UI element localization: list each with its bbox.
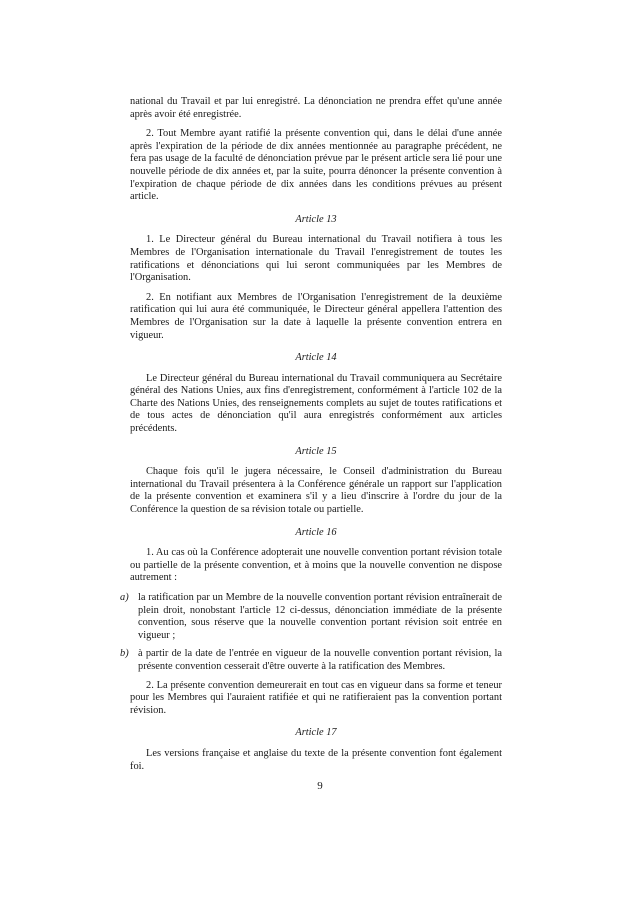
article-heading: Article 14 bbox=[295, 352, 337, 364]
paragraph: 2. La présente convention demeurerait en tout cas en vigueur dans sa forme et teneur pour les Membres qui l'auraient ratifiée et qui ne ratifieraient pas la convention portant révision. bbox=[130, 679, 502, 716]
paragraph: Le Directeur général du Bureau international du Travail communiquera au Secrétaire général des Nations Unies, aux fins d'enregistrement, conformément à l'article 102 de la Charte des Nations Unies, des renseignements complets au sujet de toutes ratifications et de tous actes de dénonciation qu'il aura enregistrés conformément aux articles précédents. bbox=[130, 372, 502, 435]
paragraph: 1. Au cas où la Conférence adopterait une nouvelle convention portant révision totale ou partielle de la présente convention, et à moins que la nouvelle convention ne dispose autrement : bbox=[130, 547, 502, 584]
list-item-label: a) bbox=[120, 592, 129, 603]
list-item bbox=[120, 648, 502, 673]
paragraph: Chaque fois qu'il le jugera nécessaire, le Conseil d'administration du Bureau international du Travail présentera à la Conférence générale un rapport sur l'application de la présente convention et examinera s'il y a lieu d'inscrire à l'ordre du jour de la Conférence la question de sa révision totale ou partielle. bbox=[130, 466, 502, 516]
paragraph: 2. En notifiant aux Membres de l'Organisation l'enregistrement de la deuxième ratification qui lui aura été communiquée, le Directeur général appellera l'attention des Membres de l'Organisation sur la date à laquelle la présente convention entrera en vigueur. bbox=[130, 291, 502, 341]
paragraph: 2. Tout Membre ayant ratifié la présente convention qui, dans le délai d'une année après l'expiration de la période de dix années mentionnée au paragraphe précédent, ne fera pas usage de la faculté de dénonciation prévue par le présent article sera lié pour une nouvelle période de dix années et, par la suite, pourra dénoncer la présente convention à l'expiration de chaque période de dix années dans les conditions prévues au présent article. bbox=[130, 128, 502, 203]
list-item-text: la ratification par un Membre de la nouvelle convention portant révision entraînerait de plein droit, nonobstant l'article 12 ci-dessus, dénonciation immédiate de la présente convention, sous réserve que la nouvelle convention portant révision soit entrée en vigueur ; bbox=[138, 592, 502, 641]
paragraph: national du Travail et par lui enregistré. La dénonciation ne prendra effet qu'une année après avoir été enregistrée. bbox=[130, 96, 502, 120]
list-item-label: b) bbox=[120, 648, 129, 660]
paragraph: Les versions française et anglaise du texte de la présente convention font également foi. bbox=[130, 747, 502, 772]
paragraph: 1. Le Directeur général du Bureau international du Travail notifiera à tous les Membres de l'Organisation internationale du Travail l'enregistrement de toutes les ratifications et dénonciations qui lui seront communiquées par les Membres de l'Organisation. bbox=[130, 234, 502, 284]
list-item bbox=[120, 592, 502, 642]
article-heading: Article 17 bbox=[295, 727, 337, 739]
document-page bbox=[120, 96, 502, 780]
article-heading: Article 15 bbox=[295, 445, 337, 457]
page-number: 9 bbox=[317, 780, 323, 792]
article-heading: Article 13 bbox=[295, 213, 337, 225]
article-heading: Article 16 bbox=[295, 526, 337, 538]
list-item-text: à partir de la date de l'entrée en vigueur de la nouvelle convention portant révision, la présente convention cesserait d'être ouverte à la ratification des Membres. bbox=[138, 648, 502, 672]
